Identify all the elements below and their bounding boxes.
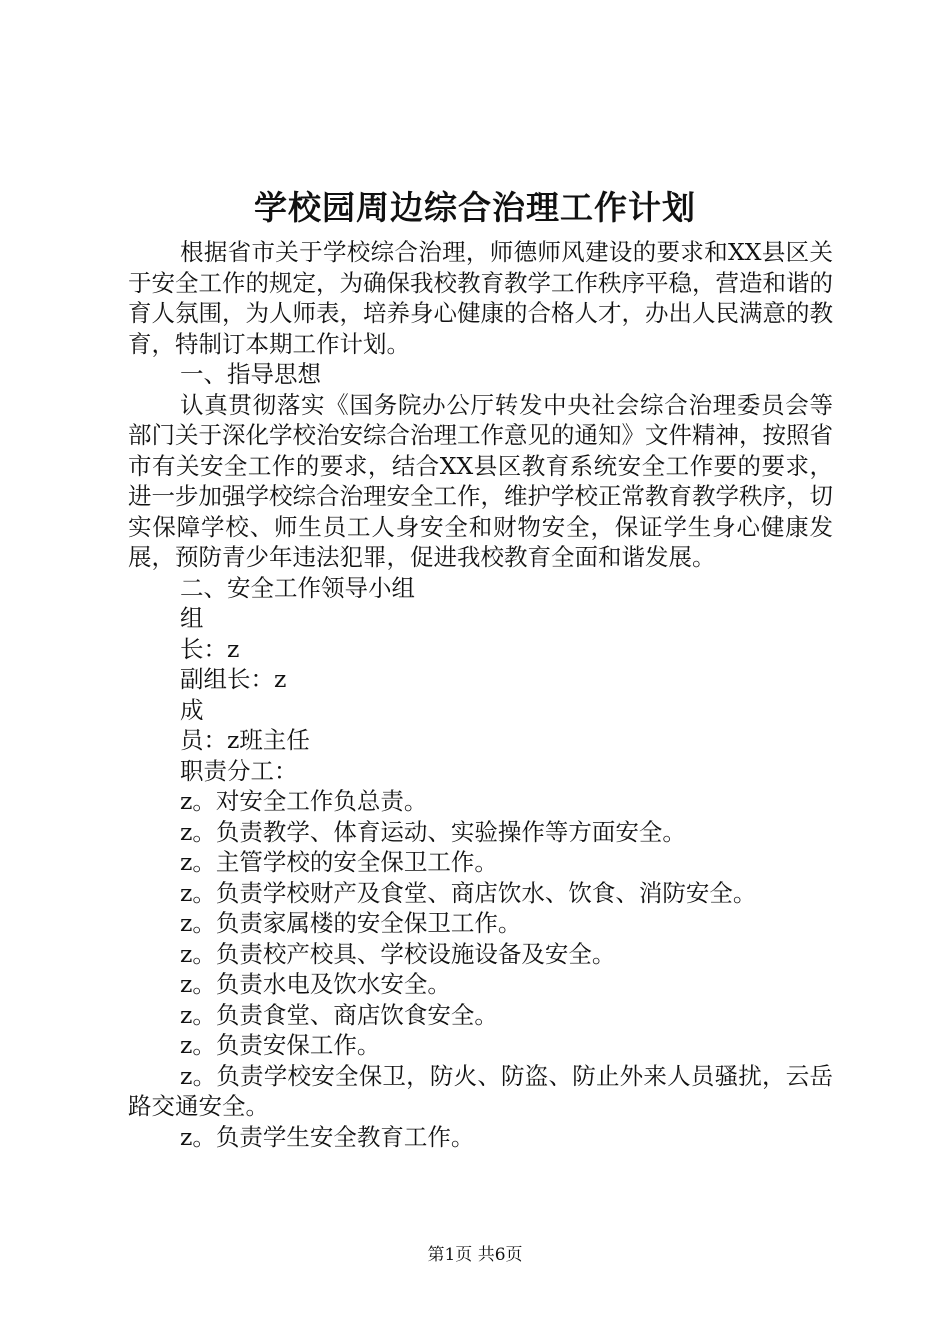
group-deputy: 副组长：z [180, 665, 287, 693]
duty-item: z。负责安保工作。 [180, 1031, 381, 1059]
section-heading-guiding-thought: 一、指导思想 [180, 360, 321, 388]
document-title: 学校园周边综合治理工作计划 [254, 188, 696, 227]
duty-item: z。主管学校的安全保卫工作。 [180, 848, 498, 876]
group-leader-label: 组 [180, 604, 204, 632]
document-body [128, 237, 833, 1152]
duty-item: z。负责水电及饮水安全。 [180, 970, 451, 998]
duty-item: z。负责家属楼的安全保卫工作。 [180, 909, 522, 937]
duty-item: z。负责学校安全保卫，防火、防盗、防止外来人员骚扰，云岳路交通安全。 [128, 1061, 833, 1120]
guiding-thought-paragraph: 认真贯彻落实《国务院办公厅转发中央社会综合治理委员会等部门关于深化学校治安综合治理工作意见的通知》文件精神，按照省市有关安全工作的要求，结合XX县区教育系统安全工作要的要求，进一步加强学校综合治理安全工作，维护学校正常教育教学秩序，切实保障学校、师生员工人身安全和财物安全，保证学生身心健康发展，预防青少年违法犯罪，促进我校教育全面和谐发展。 [128, 390, 833, 571]
group-leader-value: 长：z [180, 634, 240, 663]
duty-item: z。对安全工作负总责。 [180, 787, 428, 815]
group-members-label: 成 [180, 695, 204, 724]
section-heading-leadership-group: 二、安全工作领导小组 [180, 573, 415, 602]
intro-paragraph: 根据省市关于学校综合治理，师德师风建设的要求和XX县区关于安全工作的规定，为确保我校教育教学工作秩序平稳，营造和谐的育人氛围，为人师表，培养身心健康的合格人才，办出人民满意的教育，特制订本期工作计划。 [128, 238, 833, 358]
duty-item: z。负责食堂、商店饮食安全。 [180, 1000, 498, 1029]
duty-item: z。负责学生安全教育工作。 [180, 1122, 475, 1151]
group-members-value: 员：z班主任 [180, 726, 310, 754]
duty-item: z。负责校产校具、学校设施设备及安全。 [180, 939, 616, 968]
duties-heading: 职责分工： [180, 756, 298, 785]
duty-item: z。负责学校财产及食堂、商店饮水、饮食、消防安全。 [180, 878, 757, 907]
duty-item: z。负责教学、体育运动、实验操作等方面安全。 [180, 817, 686, 846]
page-footer: 第1页 共6页 [427, 1245, 523, 1265]
